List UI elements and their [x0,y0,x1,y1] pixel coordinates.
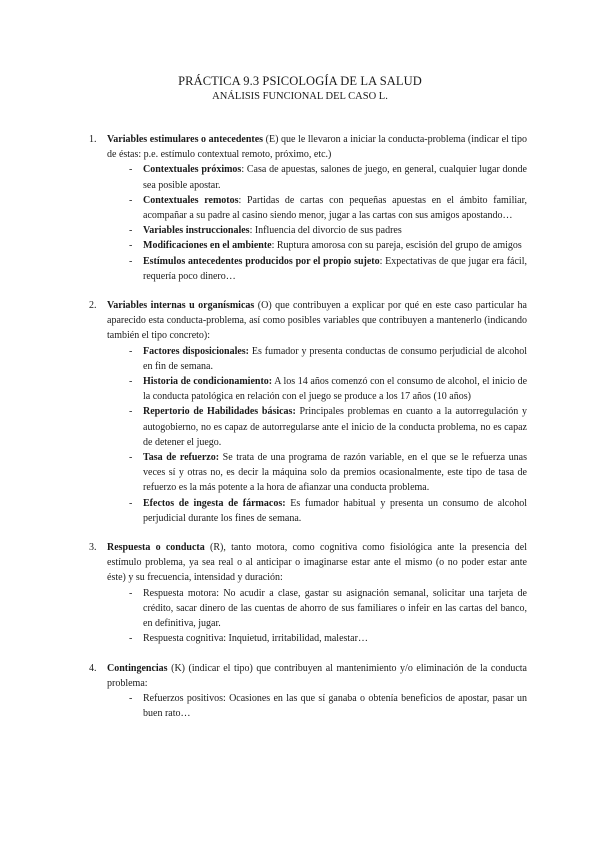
item-label: Historia de condicionamiento: [143,376,273,388]
item-text: Es fumador habitual y presenta un consumo de alcohol perjudicial durante los fines de semana. [143,497,528,524]
list-item [143,238,527,253]
item-text: Principales problemas en cuanto a la autorregulación y autogobierno, no es capaz de autorregularse ante el inicio de la conducta problema, no es capaz de detener el juego. [143,406,527,448]
section-number: 4. [89,662,97,674]
section-intro [107,132,527,162]
section-intro-text: (K) (indicar el tipo) que contribuyen al mantenimiento y/o eliminación de la conducta problema: [107,662,527,689]
item-text: Respuesta motora: No acudir a clase, gastar su asignación semanal, solicitar una tarjeta de crédito, sacar dinero de las cuentas de ahorro de sus familiares o infeir en las cartas del banco, en definitiva, jugar. [143,587,527,630]
list-item [143,404,527,450]
list-item [143,586,527,632]
list-item [143,223,527,238]
item-label: Factores disposicionales: [143,345,250,357]
section-heading: Variables estimulares o antecedentes [107,134,264,145]
item-list [107,162,527,284]
item-label: Repertorio de Habilidades básicas: [143,406,296,418]
section-respuesta [89,540,527,646]
item-list [107,691,527,721]
item-label: Estímulos antecedentes producidos por el propio sujeto [143,255,380,267]
section-intro [107,661,527,691]
document-body [0,132,600,721]
section-organismicas [89,298,528,526]
item-label: Variables instruccionales [143,225,250,237]
item-text: : Partidas de cartas con pequeñas apuestas en el ámbito familiar, acompañar a su padre al casino siendo menor, jugar a las cartas con sus amigos apostando… [143,194,527,222]
section-contingencias [89,661,527,722]
list-item [143,162,527,192]
item-text: Respuesta cognitiva: Inquietud, irritabilidad, malestar… [143,633,368,645]
list-item [143,374,527,404]
list-item [143,344,527,374]
item-text: A los 14 años comenzó con el consumo de alcohol, el inicio de la conducta patológica en relación con el juego se produce a los 17 años (10 años) [143,376,528,403]
section-intro [107,540,527,586]
item-label: Efectos de ingesta de fármacos: [143,497,286,509]
section-intro-text: (R), tanto motora, como cognitiva como fisiológica ante la presencia del estímulo problema, ya sea real o al anticipar o imaginarse estar ante el mismo (o no poder estar ante éste) y su frecuencia, intensidad y duración: [107,542,527,584]
item-list [107,586,527,647]
section-number: 3. [89,542,97,554]
section-intro-text: (E) que le llevaron a iniciar la conducta-problema (indicar el tipo de éstas: p.e. estímulo contextual remoto, próximo, etc.) [107,134,527,161]
item-text: Se trata de una programa de razón variable, en el que se le refuerza unas veces sí y otras no, es decir la máquina solo da premios ocasionalmente, este tipo de tasa de refuerzo es la más potente a la hora de afianzar una conducta problema. [143,452,527,494]
section-heading: Respuesta o conducta [107,542,205,554]
item-text: : Influencia del divorcio de sus padres [249,225,402,237]
item-text: : Ruptura amorosa con su pareja, escisión del grupo de amigos [271,240,522,252]
section-number: 1. [89,134,97,145]
item-label: Tasa de refuerzo: [143,452,220,464]
item-list [107,344,527,526]
item-label: Contextuales próximos [143,164,242,176]
section-intro-text: (O) que contribuyen a explicar por qué en este caso particular ha aparecido esta conducta-problema, así como posibles variables que contribuyen a mantenerlo (indicando también el tipo concreto): [107,300,527,342]
list-item [143,450,527,496]
section-heading: Contingencias [107,662,168,674]
section-heading: Variables internas u organísmicas [107,300,255,312]
list-item [143,691,527,721]
item-text: : Expectativas de que jugar era fácil, requería poco dinero… [143,255,527,282]
document-subtitle: ANÁLISIS FUNCIONAL DEL CASO L. [212,91,388,102]
list-item [143,193,527,223]
document-title: PRÁCTICA 9.3 PSICOLOGÍA DE LA SALUD [178,74,422,88]
list-item [143,631,527,646]
list-item [143,254,527,284]
item-text: Refuerzos positivos: Ocasiones en las que sí ganaba o obtenía beneficios de apostar, pasar un buen rato… [143,692,527,720]
item-label: Modificaciones en el ambiente [143,240,272,252]
section-number: 2. [89,300,97,312]
item-label: Contextuales remotos [143,194,239,206]
list-item [143,496,527,526]
section-antecedentes [89,132,527,284]
item-text: Es fumador y presenta conductas de consumo perjudicial de alcohol en fin de semana. [143,345,527,372]
item-text: : Casa de apuestas, salones de juego, en general, cualquier lugar donde sea posible apostar. [143,164,527,191]
section-intro [107,298,527,344]
